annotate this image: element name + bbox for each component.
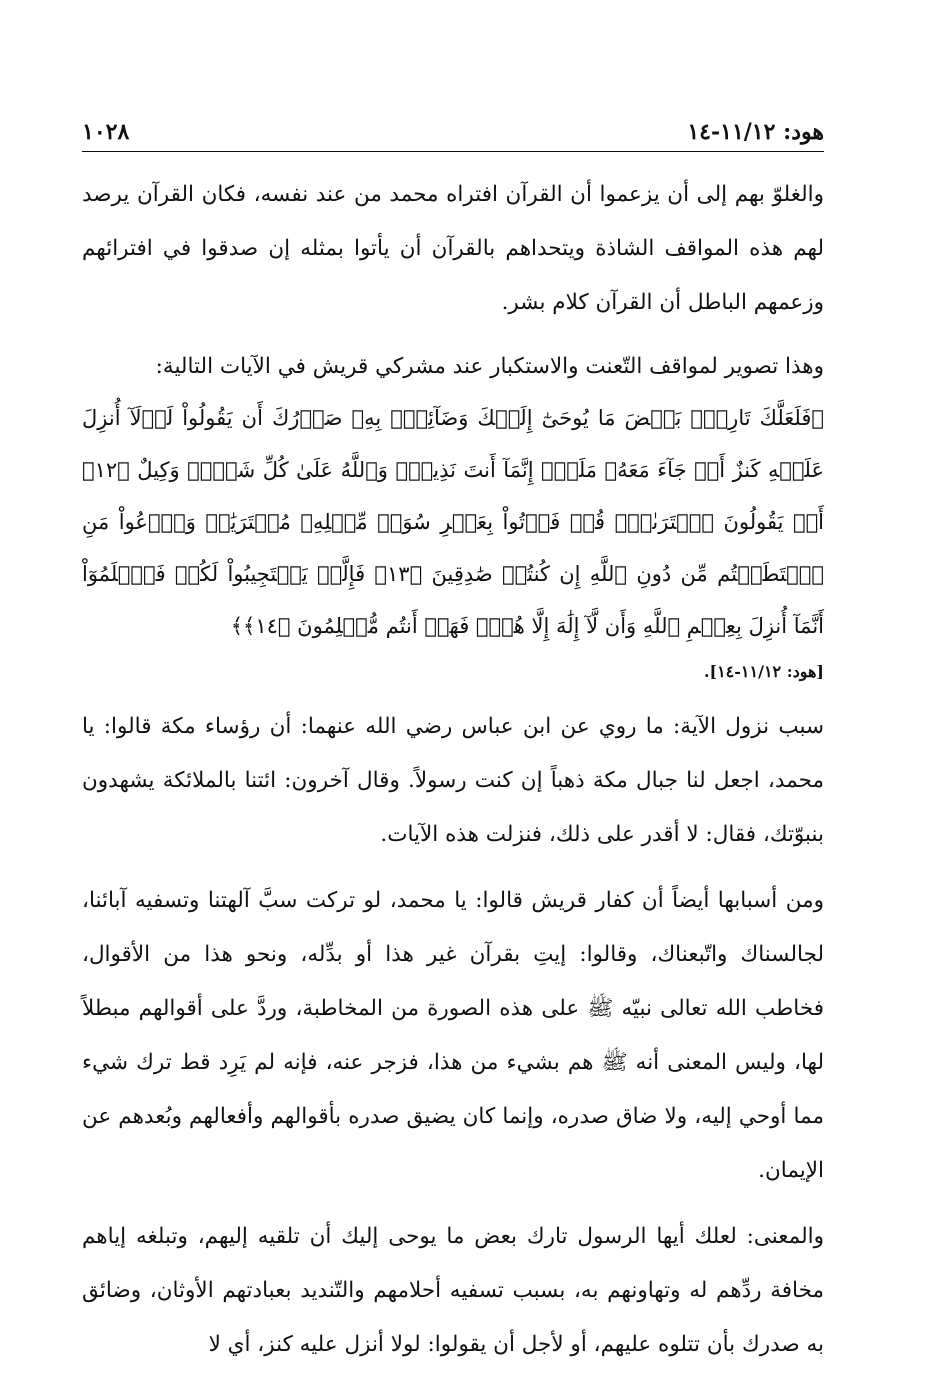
running-title: هود: ١١/١٢-١٤ (687, 119, 824, 145)
quran-verses: ﴿فَلَعَلَّكَ تَارِكُۢ بَعۡضَ مَا يُوحَىٰٓ إِلَيۡكَ وَضَآئِقُۢ بِهِۦ صَدۡرُكَ أَن يَقُولُواْ لَوۡلَآ أُنزِلَ عَلَيۡهِ كَنزٌ أَوۡ جَآءَ مَعَهُۥ مَلَكٌۚ إِنَّمَآ أَنتَ نَذِيرٞۚ وَٱللَّهُ عَلَىٰ كُلِّ شَيۡءٖ وَكِيلٌ ﴿١٢﴾ أَمۡ يَقُولُونَ ٱفۡتَرَىٰهُۖ قُلۡ فَأۡتُواْ بِعَشۡرِ سُوَرٖ مِّثۡلِهِۦ مُفۡتَرَيَٰتٖ وَٱدۡعُواْ مَنِ ٱسۡتَطَعۡتُم مِّن دُونِ ٱللَّهِ إِن كُنتُمۡ صَٰدِقِينَ ﴿١٣﴾ فَإِلَّمۡ يَسۡتَجِيبُواْ لَكُمۡ فَٱعۡلَمُوٓاْ أَنَّمَآ أُنزِلَ بِعِلۡمِ ٱللَّهِ وَأَن لَّآ إِلَٰهَ إِلَّا هُوَۖ فَهَلۡ أَنتُم مُّسۡلِمُونَ ﴿١٤﴾﴾ (82, 406, 825, 638)
page-body (82, 168, 824, 1384)
page-header (82, 112, 824, 152)
header-divider (82, 151, 824, 152)
paragraph-2: وهذا تصوير لمواقف التّعنت والاستكبار عند مشركي قريش في الآيات التالية: (155, 354, 824, 379)
page-number: ١٠٢٨ (82, 119, 130, 145)
paragraph-3: سبب نزول الآية: ما روي عن ابن عباس رضي الله عنهما: أن رؤساء مكة قالوا: يا محمد، اجعل لنا جبال مكة ذهباً إن كنت رسولاً. وقال آخرون: ائتنا بالملائكة يشهدون بنبوّتك، فقال: لا أقدر على ذلك، فنزلت هذه الآيات. (82, 714, 824, 847)
paragraph-1: والغلوّ بهم إلى أن يزعموا أن القرآن افتراه محمد من عند نفسه، فكان القرآن يرصد لهم هذه المواقف الشاذة ويتحداهم بالقرآن أن يأتوا بمثله إن صدقوا في افترائهم وزعمهم الباطل أن القرآن كلام بشر. (82, 182, 824, 315)
paragraph-4: ومن أسبابها أيضاً أن كفار قريش قالوا: يا محمد، لو تركت سبَّ آلهتنا وتسفيه آبائنا، لجالسناك واتّبعناك، وقالوا: إيتِ بقرآن غير هذا أو بدِّله، ونحو هذا من الأقوال، فخاطب الله تعالى نبيّه ﷺ على هذه الصورة من المخاطبة، وردَّ على أقوالهم مبطلاً لها، وليس المعنى أنه ﷺ هم بشيء من هذا، فزجر عنه، فإنه لم يَرِد قط ترك شيء مما أوحي إليه، ولا ضاق صدره، وإنما كان يضيق صدره بأقوالهم وأفعالهم وبُعدهم عن الإيمان. (82, 888, 824, 1183)
paragraph-5: والمعنى: لعلك أيها الرسول تارك بعض ما يوحى إليك أن تلقيه إليهم، وتبلغه إياهم مخافة ردِّهم له وتهاونهم به، بسبب تسفيه أحلامهم والتّنديد بعبادتهم الأوثان، وضائق به صدرك بأن تتلوه عليهم، أو لأجل أن يقولوا: لولا أنزل عليه كنز، أي لا (82, 1224, 824, 1357)
verse-reference: [هود: ١١/١٢-١٤]. (703, 662, 824, 681)
